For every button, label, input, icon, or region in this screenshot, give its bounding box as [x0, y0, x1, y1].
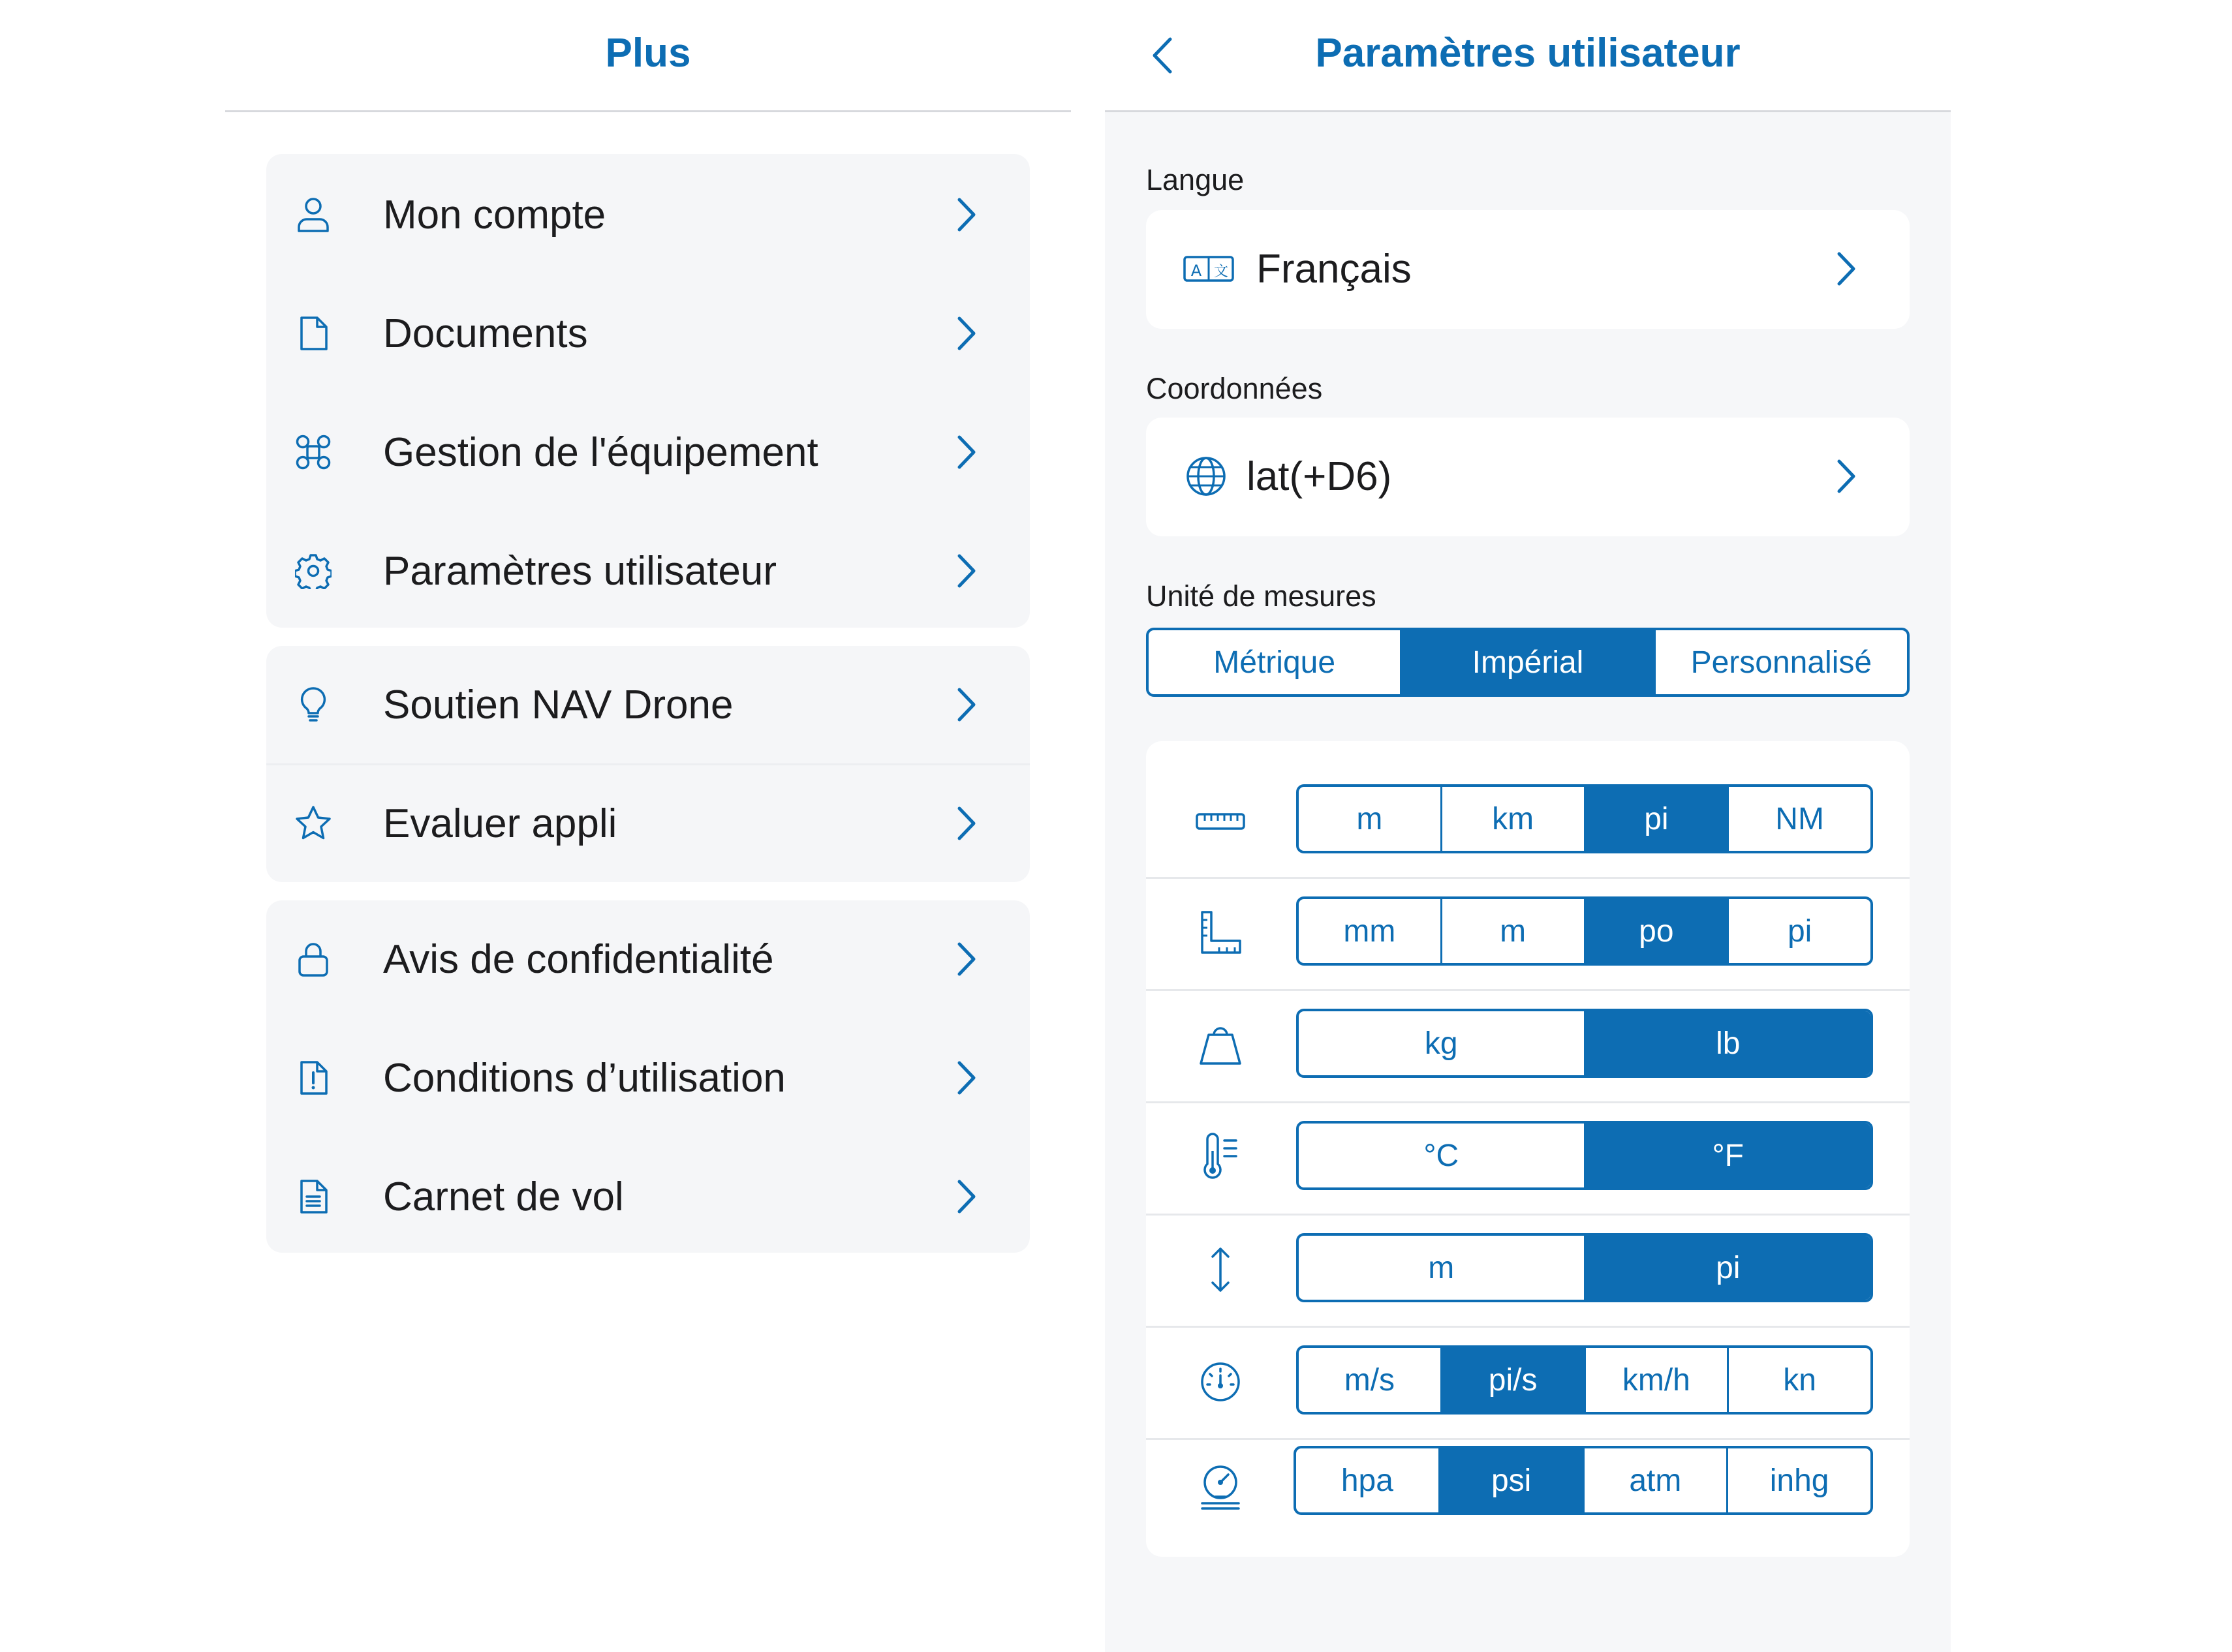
chevron-right-icon	[957, 1179, 976, 1214]
menu-item-label: Gestion de l'équipement	[383, 430, 818, 475]
translate-icon	[1183, 248, 1235, 290]
altitude-unit-segmented-control	[1296, 1233, 1873, 1302]
unit-option[interactable]: m/s	[1344, 1362, 1395, 1398]
unit-option[interactable]: pi/s	[1440, 1348, 1584, 1412]
coordinates-card	[1146, 418, 1910, 536]
chevron-right-icon	[957, 435, 976, 470]
settings-nav-bar	[1105, 0, 1951, 112]
pressure-unit-row	[1146, 1438, 1910, 1536]
unit-option[interactable]: pi	[1727, 899, 1870, 963]
unit-option[interactable]: inhg	[1726, 1448, 1870, 1512]
gear-icon	[295, 553, 332, 589]
unit-option[interactable]: pi	[1584, 787, 1728, 851]
length-unit-row	[1146, 877, 1910, 989]
speed-unit-segmented-control	[1296, 1345, 1873, 1415]
weight-unit-row	[1146, 989, 1910, 1101]
altitude-arrow-icon	[1194, 1244, 1247, 1296]
language-selector[interactable]	[1146, 210, 1910, 328]
user-settings-panel	[1105, 0, 1951, 1652]
thermometer-icon	[1194, 1131, 1247, 1184]
account-menu-group	[266, 154, 1030, 628]
pressure-unit-segmented-control	[1294, 1446, 1873, 1515]
menu-item-label: Soutien NAV Drone	[383, 682, 734, 727]
unit-option[interactable]: kg	[1424, 1026, 1458, 1061]
height-ruler-icon	[1194, 907, 1247, 959]
unit-settings-card	[1146, 741, 1910, 1557]
menu-item-documents[interactable]	[266, 275, 1030, 392]
lock-icon	[295, 941, 332, 977]
pressure-gauge-icon	[1194, 1460, 1247, 1512]
more-nav-bar	[225, 0, 1071, 112]
unit-option[interactable]: m	[1356, 801, 1383, 836]
unit-option[interactable]: atm	[1583, 1448, 1727, 1512]
menu-item-privacy-notice[interactable]	[266, 900, 1030, 1018]
chevron-right-icon	[957, 806, 976, 841]
unit-system-option[interactable]: Impérial	[1400, 630, 1653, 694]
chevron-right-icon	[957, 1060, 976, 1095]
length-unit-segmented-control	[1296, 896, 1873, 966]
coordinates-selector[interactable]	[1146, 418, 1910, 535]
more-panel	[225, 0, 1071, 1652]
document-alert-icon	[295, 1060, 332, 1096]
lightbulb-icon	[295, 686, 332, 723]
legal-menu-group	[266, 900, 1030, 1253]
unit-option[interactable]: psi	[1438, 1448, 1583, 1512]
unit-option[interactable]: mm	[1343, 913, 1396, 949]
language-section-label: Langue	[1146, 163, 1245, 196]
logbook-icon	[295, 1178, 332, 1215]
drone-icon	[295, 434, 332, 470]
menu-item-flight-logbook[interactable]	[266, 1138, 1030, 1255]
ruler-icon	[1194, 795, 1247, 847]
chevron-right-icon	[957, 316, 976, 351]
chevron-right-icon	[1837, 459, 1856, 494]
svg-text:文: 文	[1213, 264, 1229, 280]
unit-system-option[interactable]: Métrique	[1213, 645, 1336, 680]
speedometer-icon	[1194, 1356, 1247, 1408]
weight-icon	[1194, 1019, 1247, 1071]
unit-option[interactable]: lb	[1584, 1011, 1871, 1075]
menu-item-label: Documents	[383, 311, 588, 356]
star-icon	[295, 805, 332, 842]
units-section-label: Unité de mesures	[1146, 579, 1376, 613]
distance-unit-row	[1146, 765, 1910, 877]
menu-item-label: Avis de confidentialité	[383, 937, 774, 982]
person-icon	[295, 196, 332, 233]
menu-item-label: Evaluer appli	[383, 801, 617, 846]
weight-unit-segmented-control	[1296, 1009, 1873, 1078]
menu-item-equipment-management[interactable]	[266, 393, 1030, 511]
chevron-right-icon	[957, 941, 976, 977]
svg-text:A: A	[1190, 262, 1202, 280]
more-page-title: Plus	[605, 31, 691, 76]
unit-system-option[interactable]: Personnalisé	[1654, 630, 1907, 694]
menu-item-rate-app[interactable]	[266, 765, 1030, 882]
unit-option[interactable]: kn	[1727, 1348, 1870, 1412]
unit-option[interactable]: km/h	[1584, 1348, 1728, 1412]
unit-option[interactable]: °F	[1584, 1124, 1871, 1187]
chevron-right-icon	[957, 197, 976, 232]
chevron-right-icon	[957, 553, 976, 589]
menu-item-label: Paramètres utilisateur	[383, 549, 777, 594]
unit-option[interactable]: m	[1428, 1250, 1455, 1285]
document-icon	[295, 315, 332, 352]
unit-option[interactable]: m	[1440, 899, 1584, 963]
temperature-unit-segmented-control	[1296, 1121, 1873, 1190]
distance-unit-segmented-control	[1296, 784, 1873, 853]
coordinates-section-label: Coordonnées	[1146, 372, 1323, 405]
unit-system-segmented-control	[1146, 628, 1910, 697]
unit-option[interactable]: pi	[1584, 1236, 1871, 1300]
language-value: Français	[1256, 247, 1412, 292]
altitude-unit-row	[1146, 1214, 1910, 1326]
chevron-right-icon	[957, 687, 976, 722]
unit-option[interactable]: hpa	[1341, 1463, 1393, 1498]
unit-option[interactable]: °C	[1423, 1138, 1459, 1173]
speed-unit-row	[1146, 1326, 1910, 1438]
menu-item-terms-of-use[interactable]	[266, 1019, 1030, 1137]
globe-icon	[1185, 455, 1227, 497]
settings-page-title: Paramètres utilisateur	[1315, 31, 1741, 76]
support-menu-group	[266, 646, 1030, 882]
menu-item-user-settings[interactable]	[266, 512, 1030, 630]
unit-option[interactable]: NM	[1727, 787, 1870, 851]
temperature-unit-row	[1146, 1101, 1910, 1214]
menu-item-my-account[interactable]	[266, 156, 1030, 273]
unit-option[interactable]: km	[1440, 787, 1584, 851]
chevron-right-icon	[1837, 251, 1856, 286]
coordinates-value: lat(+D6)	[1247, 454, 1392, 499]
unit-option[interactable]: po	[1584, 899, 1728, 963]
menu-item-label: Carnet de vol	[383, 1174, 624, 1219]
menu-item-label: Mon compte	[383, 192, 606, 237]
menu-item-label: Conditions d’utilisation	[383, 1056, 786, 1101]
menu-item-nav-drone-support[interactable]	[266, 646, 1030, 763]
language-card	[1146, 210, 1910, 329]
